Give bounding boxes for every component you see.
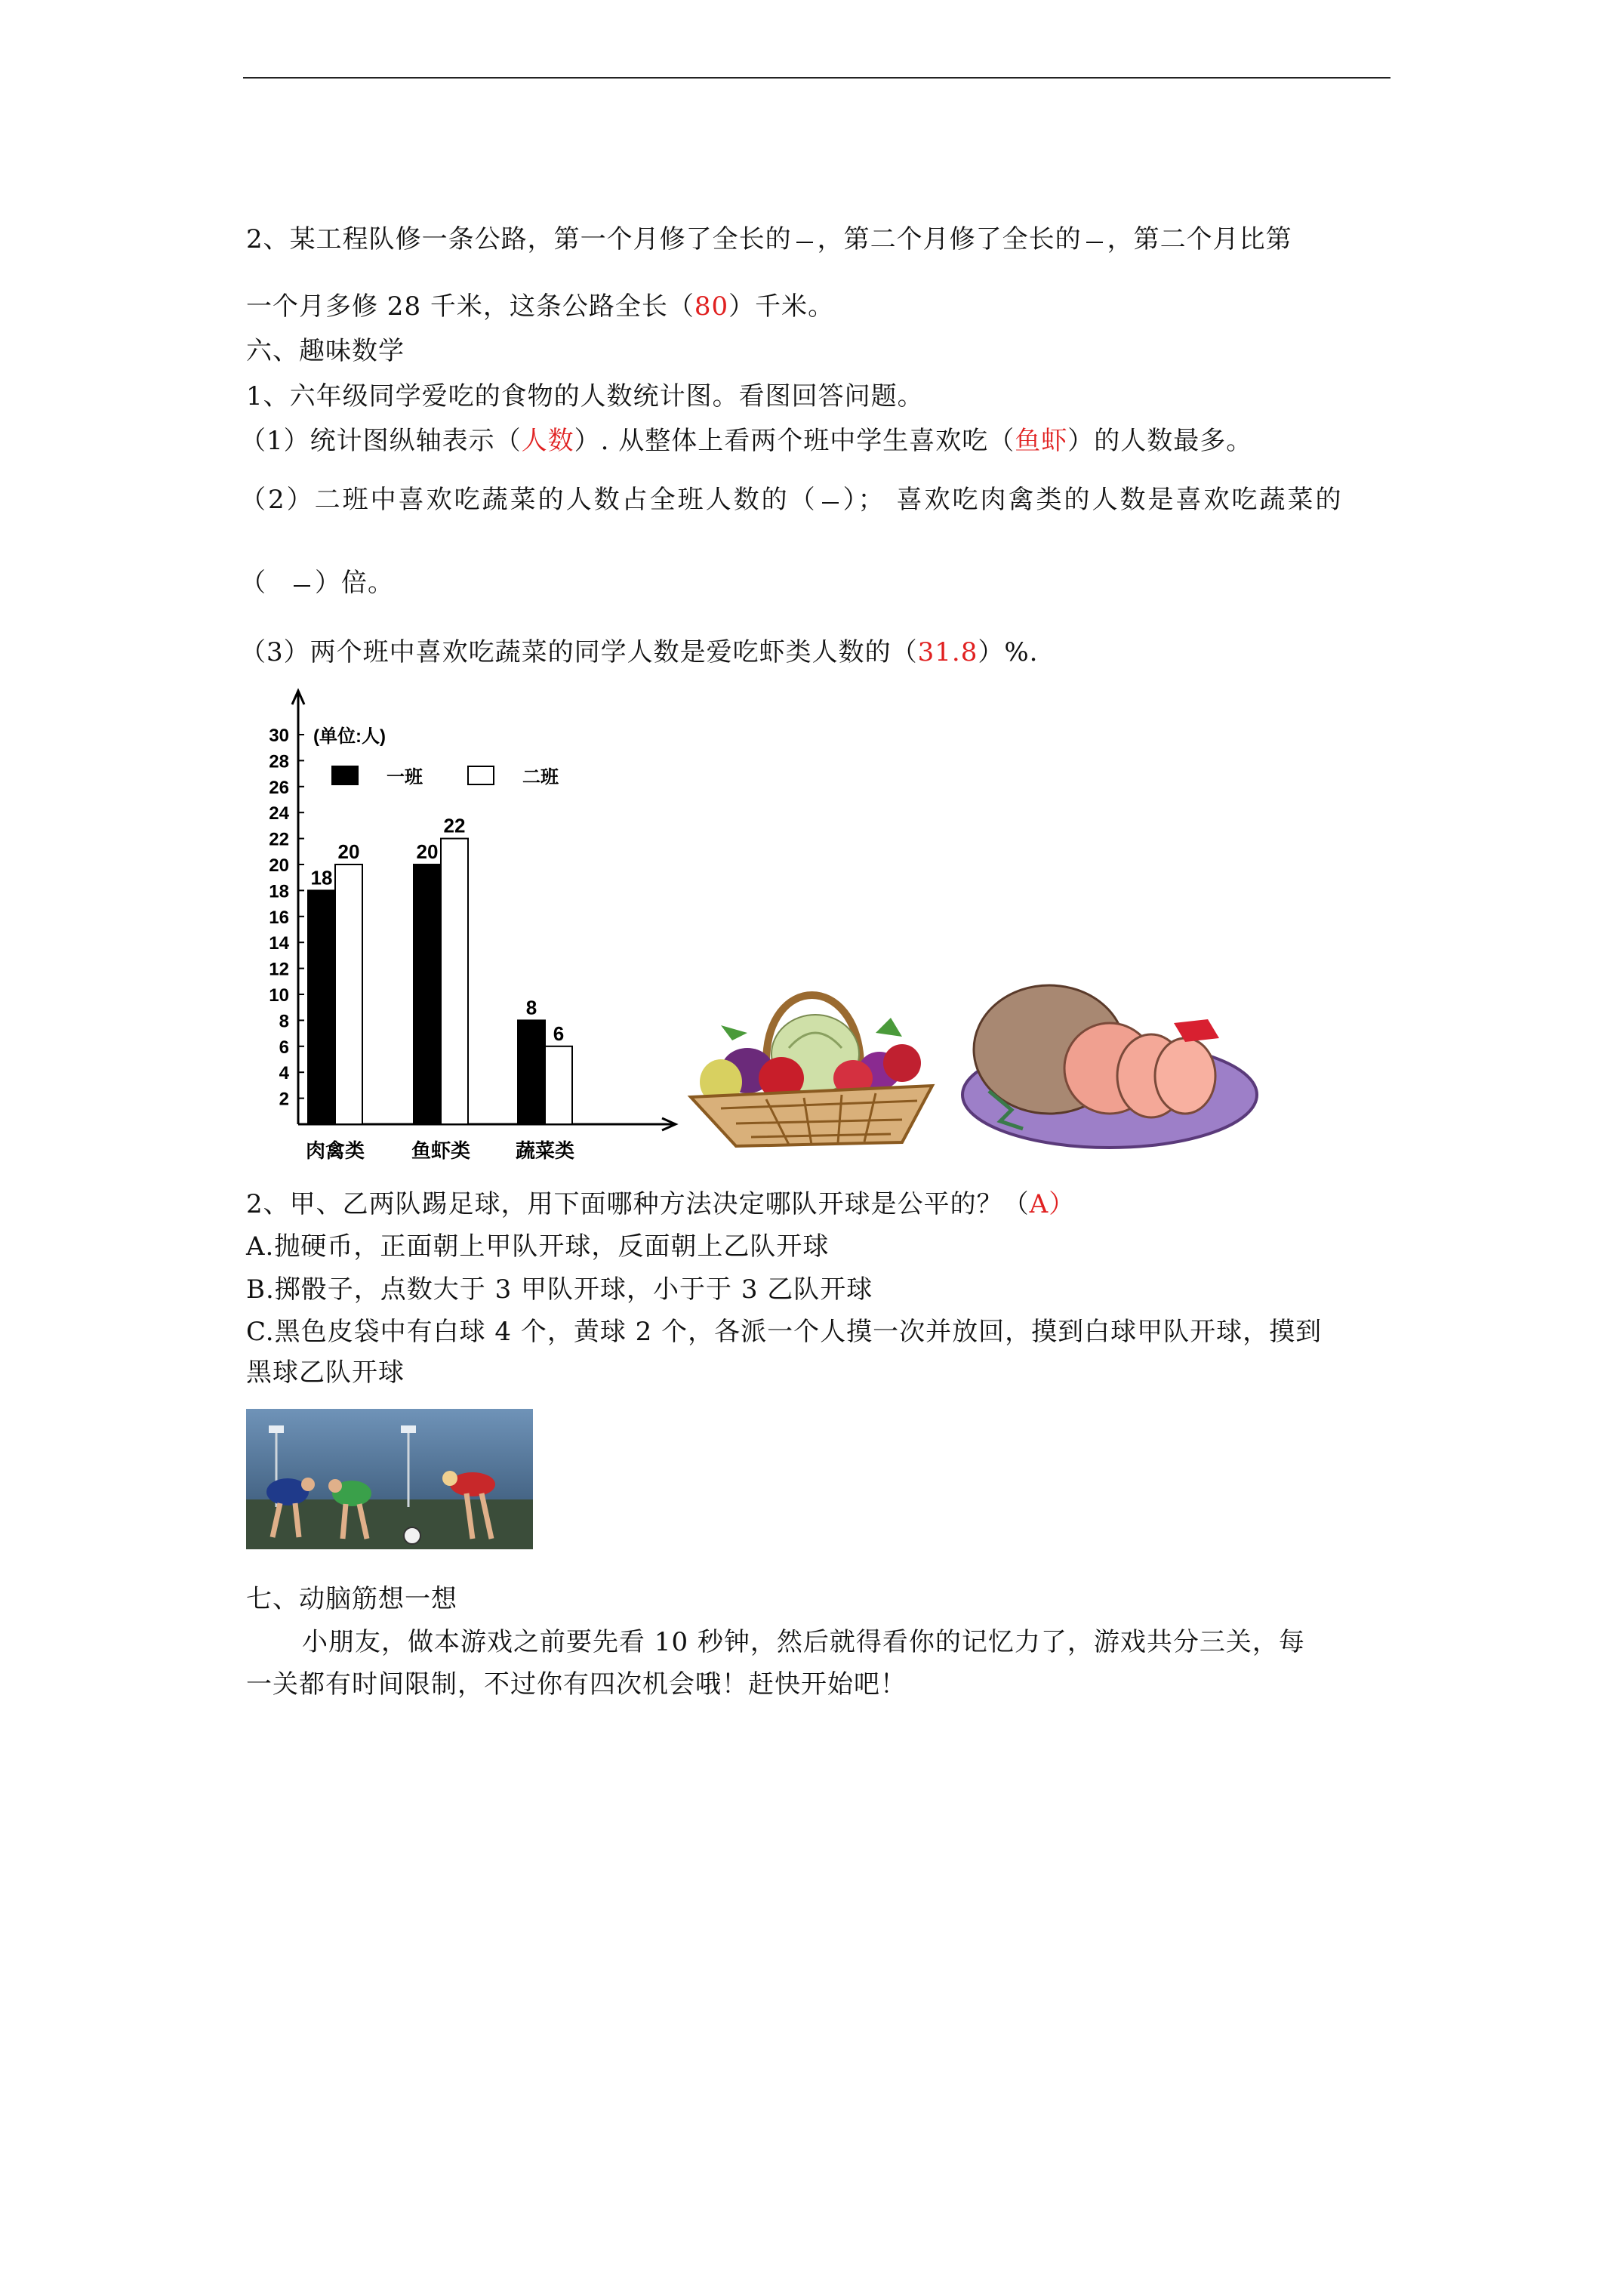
y-tick-label: 14 bbox=[269, 933, 289, 954]
fair-option-c-line2: 黑球乙队开球 bbox=[246, 1358, 405, 1388]
stat-q2-a: （2）二班中喜欢吃蔬菜的人数占全班人数的（ bbox=[240, 485, 818, 515]
fruit-basket-image bbox=[676, 965, 955, 1150]
y-tick-label: 8 bbox=[279, 1011, 289, 1032]
fair-stem-a: 2、甲、乙两队踢足球，用下面哪种方法决定哪队开球是公平的？（ bbox=[246, 1189, 1030, 1219]
stat-q2-b: ）； 喜欢吃肉禽类的人数是喜欢吃蔬菜的 bbox=[842, 485, 1344, 515]
section7-paragraph-line1: 小朋友，做本游戏之前要先看 10 秒钟，然后就得看你的记忆力了，游戏共分三关，每 bbox=[302, 1627, 1305, 1657]
section7-title: 七、动脑筋想一想 bbox=[246, 1584, 457, 1614]
category-label: 肉禽类 bbox=[305, 1139, 365, 1162]
y-tick-label: 2 bbox=[279, 1089, 289, 1110]
fair-stem-answer: A bbox=[1029, 1189, 1049, 1219]
y-tick-label: 30 bbox=[269, 726, 289, 746]
fair-stem bbox=[246, 1188, 1075, 1221]
q2-text-d: 一个月多修 28 千米，这条公路全长（ bbox=[246, 291, 694, 322]
y-tick-label: 26 bbox=[269, 777, 289, 798]
unit-label: (单位:人) bbox=[313, 726, 386, 747]
q2-line2 bbox=[246, 290, 834, 323]
bar bbox=[518, 1020, 545, 1124]
data-label: 6 bbox=[553, 1022, 565, 1045]
stat-q3-answer: 31.8 bbox=[917, 637, 978, 667]
y-tick-label: 24 bbox=[269, 803, 289, 824]
data-label: 20 bbox=[416, 840, 439, 863]
legend-swatch bbox=[332, 766, 358, 784]
stat-q2-line2 bbox=[240, 566, 394, 599]
fraction-blank bbox=[796, 227, 813, 243]
section7-paragraph-line2: 一关都有时间限制，不过你有四次机会哦！赶快开始吧！ bbox=[246, 1669, 907, 1700]
y-tick-label: 18 bbox=[269, 881, 289, 902]
stat-q3 bbox=[240, 636, 1038, 669]
category-label: 蔬菜类 bbox=[515, 1139, 575, 1162]
stat-q1-a: （1）统计图纵轴表示（ bbox=[240, 426, 522, 456]
bar bbox=[414, 864, 441, 1124]
fair-option-a: A.抛硬币，正面朝上甲队开球，反面朝上乙队开球 bbox=[246, 1231, 830, 1262]
stat-q1-answer2: 鱼虾 bbox=[1015, 426, 1068, 456]
data-label: 8 bbox=[525, 996, 537, 1019]
y-tick-label: 22 bbox=[269, 829, 289, 850]
meat-plate-image bbox=[959, 978, 1261, 1151]
fair-option-c-line1: C.黑色皮袋中有白球 4 个，黄球 2 个，各派一个人摸一次并放回，摸到白球甲队开球，摸到 bbox=[246, 1317, 1323, 1347]
y-tick-label: 6 bbox=[279, 1037, 289, 1058]
fraction-blank bbox=[1086, 227, 1103, 243]
q2-text-a: 2、某工程队修一条公路，第一个月修了全长的 bbox=[246, 224, 792, 254]
stat-q2-d: ）倍。 bbox=[315, 568, 394, 598]
y-tick-label: 28 bbox=[269, 751, 289, 772]
data-label: 18 bbox=[310, 866, 333, 889]
y-tick-label: 20 bbox=[269, 855, 289, 876]
fraction-blank bbox=[822, 487, 839, 504]
stat-q1-answer1: 人数 bbox=[521, 426, 574, 456]
stat-q2-c: （ bbox=[240, 568, 266, 598]
stat-q1-c: ）的人数最多。 bbox=[1067, 426, 1253, 456]
fair-option-b: B.掷骰子，点数大于 3 甲队开球，小于于 3 乙队开球 bbox=[246, 1274, 873, 1305]
stat-intro: 1、六年级同学爱吃的食物的人数统计图。看图回答问题。 bbox=[246, 381, 924, 411]
q2-text-b: ，第二个月修了全长的 bbox=[817, 224, 1082, 254]
bar bbox=[335, 864, 362, 1124]
fraction-blank bbox=[294, 570, 310, 587]
y-tick-label: 12 bbox=[269, 959, 289, 980]
soccer-kickoff-photo bbox=[246, 1409, 533, 1549]
legend-swatch bbox=[468, 766, 494, 784]
q2-line1 bbox=[246, 223, 1292, 256]
q2-answer: 80 bbox=[694, 291, 729, 322]
y-tick-label: 10 bbox=[269, 985, 289, 1006]
section6-title: 六、趣味数学 bbox=[246, 336, 405, 366]
stat-q1-b: ）. 从整体上看两个班中学生喜欢吃（ bbox=[574, 426, 1015, 456]
bar bbox=[441, 839, 468, 1124]
header-rule bbox=[243, 77, 1390, 79]
stat-q2 bbox=[240, 483, 1343, 516]
data-label: 20 bbox=[337, 840, 360, 863]
y-tick-label: 4 bbox=[279, 1063, 289, 1084]
bar bbox=[308, 890, 335, 1124]
food-preference-bar-chart bbox=[242, 683, 679, 1166]
category-label: 鱼虾类 bbox=[411, 1139, 471, 1162]
q2-text-e: ）千米。 bbox=[728, 291, 835, 322]
q2-text-c: ，第二个月比第 bbox=[1107, 224, 1292, 254]
bar bbox=[545, 1046, 572, 1124]
stat-q3-a: （3）两个班中喜欢吃蔬菜的同学人数是爱吃虾类人数的（ bbox=[240, 637, 918, 667]
legend-label: 二班 bbox=[522, 767, 559, 787]
data-label: 22 bbox=[443, 814, 466, 837]
legend-label: 一班 bbox=[387, 767, 423, 787]
y-tick-label: 16 bbox=[269, 907, 289, 928]
stat-q1 bbox=[240, 424, 1252, 458]
stat-q3-b: ）%. bbox=[978, 637, 1039, 667]
fair-stem-b: ） bbox=[1049, 1189, 1076, 1219]
